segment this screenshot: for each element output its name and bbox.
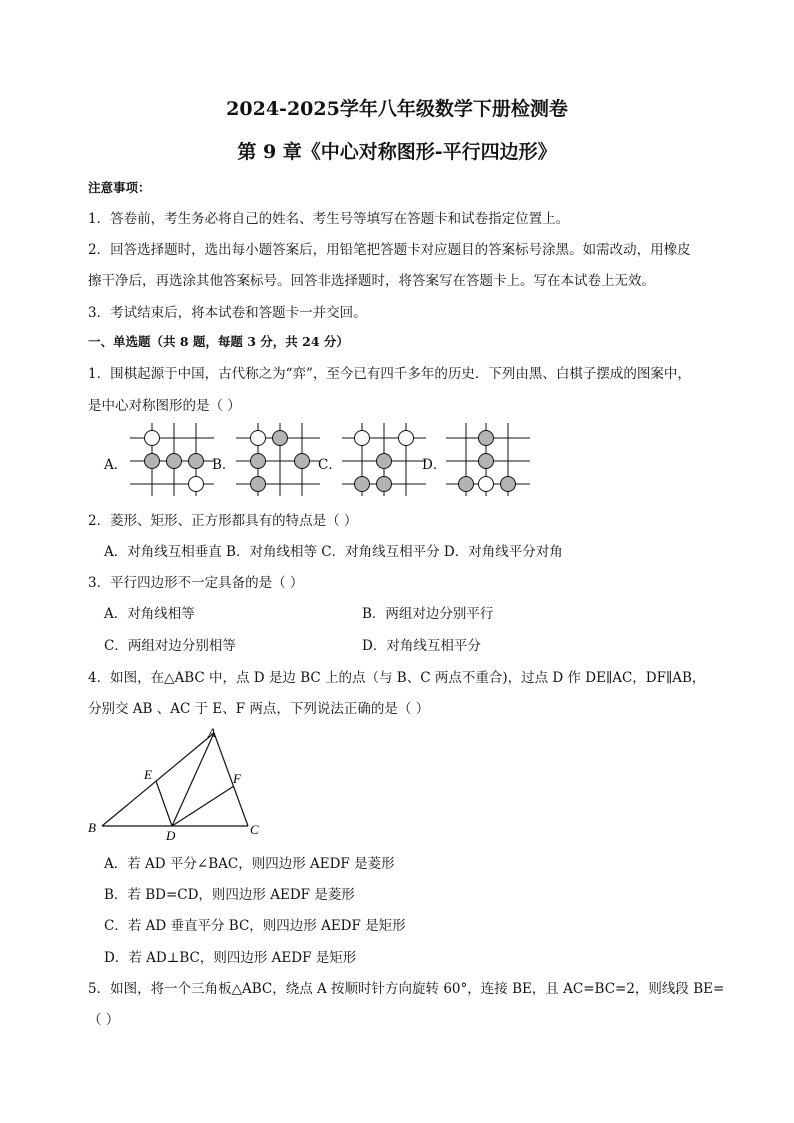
stone — [355, 431, 370, 446]
stone — [251, 431, 266, 446]
q4-option-c: C．若 AD 垂直平分 BC，则四边形 AEDF 是矩形 — [104, 918, 406, 934]
q4-triangle-figure — [84, 720, 274, 842]
q1-stem-line2: 是中心对称图形的是（ ） — [88, 398, 241, 414]
notice-item-3: 3．考试结束后，将本试卷和答题卡一并交回。 — [88, 305, 367, 321]
q4-option-a: A．若 AD 平分∠BAC，则四边形 AEDF 是菱形 — [104, 856, 395, 872]
notice-heading: 注意事项： — [88, 180, 151, 195]
stone — [251, 477, 266, 492]
stone — [355, 477, 370, 492]
q2-options: A．对角线互相垂直 B．对角线相等 C．对角线互相平分 D．对角线平分对角 — [104, 544, 563, 560]
q1-option-c-label: C． — [318, 457, 342, 473]
q4-stem-line2: 分别交 AB 、AC 于 E、F 两点，下列说法正确的是（ ） — [88, 701, 430, 717]
notice-item-2: 2．回答选择题时，选出每小题答案后，用铅笔把答题卡对应题目的答案标号涂黑。如需改动，用橡皮 — [88, 242, 691, 258]
q3-option-d: D．对角线互相平分 — [362, 638, 481, 654]
q4-option-b: B．若 BD=CD，则四边形 AEDF 是菱形 — [104, 887, 355, 903]
q1-stem-line1: 1．围棋起源于中国，古代称之为“弈”，至今已有四千多年的历史．下列由黑、白棋子摆成的图案中， — [88, 366, 691, 382]
q1-option-a-label: A． — [104, 457, 128, 473]
q2-stem: 2．菱形、矩形、正方形都具有的特点是（ ） — [88, 513, 358, 529]
q1-option-b-label: B． — [212, 457, 236, 473]
notice-item-1: 1．答卷前，考生务必将自己的姓名、考生号等填写在答题卡和试卷指定位置上。 — [88, 211, 570, 227]
stone — [145, 431, 160, 446]
q4-stem-line1: 4．如图，在△ABC 中，点 D 是边 BC 上的点（与 B、C 两点不重合)，过点 D 作 DE∥AC，DF∥AB， — [88, 670, 706, 686]
stone — [479, 431, 494, 446]
stone — [479, 477, 494, 492]
notice-item-2-cont: 擦干净后，再选涂其他答案标号。回答非选择题时，将答案写在答题卡上。写在本试卷上无效。 — [88, 273, 655, 289]
chapter-title: 第 9 章《中心对称图形-平行四边形》 — [237, 141, 557, 163]
stone — [459, 477, 474, 492]
stone — [377, 454, 392, 469]
side-ab — [102, 733, 214, 826]
q4-option-d: D．若 AD⊥BC，则四边形 AEDF 是矩形 — [104, 950, 357, 966]
exam-title: 2024-2025学年八年级数学下册检测卷 — [226, 98, 568, 120]
q3-option-b: B．两组对边分别平行 — [362, 606, 494, 622]
stone — [189, 454, 204, 469]
stone — [273, 431, 288, 446]
q5-stem-line1: 5．如图，将一个三角板△ABC，绕点 A 按顺时针方向旋转 60°，连接 BE，且 AC=BC=2，则线段 BE= — [88, 981, 725, 997]
label-d: D — [166, 828, 176, 842]
q5-stem-line2: （ ） — [88, 1012, 120, 1028]
label-f: F — [233, 771, 241, 786]
stone — [251, 454, 266, 469]
label-e: E — [144, 767, 152, 782]
stone — [501, 477, 516, 492]
stone — [479, 454, 494, 469]
label-a: A — [208, 725, 216, 740]
segment-de — [156, 781, 172, 826]
section-heading: 一、单选题（共 8 题，每题 3 分，共 24 分） — [88, 334, 349, 349]
q3-option-c: C．两组对边分别相等 — [104, 638, 236, 654]
stone — [399, 431, 414, 446]
label-b: B — [88, 820, 96, 835]
stone — [189, 477, 204, 492]
label-c: C — [250, 822, 259, 837]
stone — [145, 454, 160, 469]
stone — [167, 454, 182, 469]
q1-option-d-label: D． — [422, 457, 447, 473]
stone — [295, 454, 310, 469]
stone — [377, 477, 392, 492]
side-ac — [214, 733, 248, 826]
q3-stem: 3．平行四边形不一定具备的是（ ） — [88, 575, 304, 591]
q3-option-a: A．对角线相等 — [104, 606, 195, 622]
